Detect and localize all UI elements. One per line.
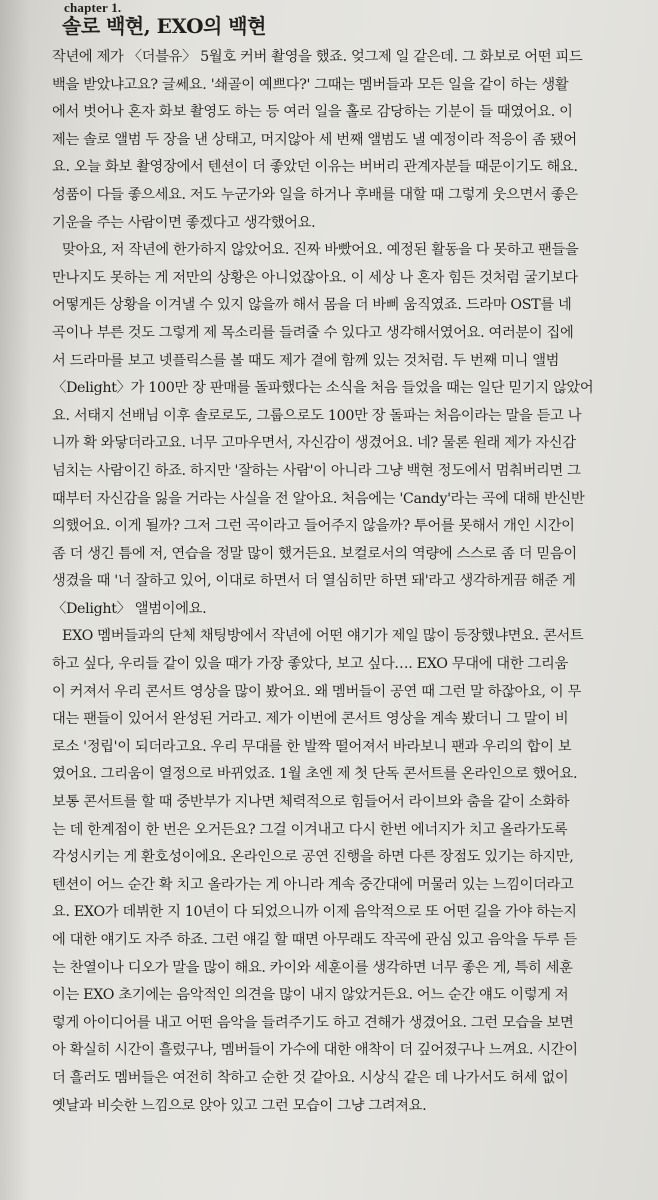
text-line: 요. 서태지 선배님 이후 솔로로도, 그룹으로도 100만 장 돌파는 처음이라는 말을 듣고 나 [52,407,582,424]
text-line: 제는 솔로 앨범 두 장을 낸 상태고, 머지않아 세 번째 앨범도 낼 예정이라 적응이 좀 됐어 [52,131,577,148]
text-line: EXO 멤버들과의 단체 채팅방에서 작년에 어떤 얘기가 제일 많이 등장했냐면요. 콘서트 [62,628,584,645]
text-line: 기운을 주는 사람이면 좋겠다고 생각했어요. [52,214,316,231]
text-line: 는 데 한계점이 한 번은 오거든요? 그걸 이겨내고 다시 한번 에너지가 치고 올라가도록 [52,821,568,838]
text-line: 맞아요, 저 작년에 한가하지 않았어요. 진짜 바빴어요. 예정된 활동을 다 못하고 팬들을 [62,242,579,259]
text-line: 에서 벗어나 혼자 화보 촬영도 하는 등 여러 일을 홀로 감당하는 기분이 들 때였어요. 이 [52,104,573,121]
text-line: 는 찬열이나 디오가 말을 많이 해요. 카이와 세훈이를 생각하면 너무 좋은 게, 특히 세훈 [52,959,573,976]
text-line: 때부터 자신감을 잃을 거라는 사실을 전 알아요. 처음에는 'Candy'라는 곡에 대해 반신반 [52,490,585,507]
text-line: 옛날과 비슷한 느낌으로 앉아 있고 그런 모습이 그냥 그려져요. [52,1097,427,1114]
text-line: 로소 '정립'이 되더라고요. 우리 무대를 한 발짝 떨어져서 바라보니 팬과 우리의 합이 보 [52,738,572,755]
article-body [52,44,652,1120]
text-line: 아 확실히 시간이 흘렀구나, 멤버들이 가수에 대한 애착이 더 깊어졌구나 느껴요. 시간이 [52,1042,578,1059]
text-line: 의했어요. 이게 될까? 그저 그런 곡이라고 들어주지 않을까? 투어를 못해서 개인 시간이 [52,518,575,535]
text-line: 이는 EXO 초기에는 음악적인 의견을 많이 내지 않았거든요. 어느 순간 얘도 이렇게 저 [52,987,569,1004]
text-line: 보통 콘서트를 할 때 중반부가 지나면 체력적으로 힘들어서 라이브와 춤을 같이 소화하 [52,794,570,811]
chapter-label: chapter 1. [64,0,122,15]
page-shadow [0,0,30,1200]
text-line: 백을 받았냐고요? 글쎄요. '쇄골이 예쁘다?' 그때는 멤버들과 모든 일을 같이 하는 생활 [52,76,569,93]
text-line: 작년에 제가 〈더블유〉 5월호 커버 촬영을 했죠. 엊그제 일 같은데. 그 화보로 어떤 피드 [52,49,583,65]
text-line: 였어요. 그리움이 열정으로 바뀌었죠. 1월 초엔 제 첫 단독 콘서트를 온라인으로 했어요. [52,766,578,783]
text-line: 좀 더 생긴 틈에 저, 연습을 정말 많이 했거든요. 보컬로서의 역량에 스스로 좀 더 믿음이 [52,545,577,562]
text-line: 성품이 다들 좋으세요. 저도 누군가와 일을 하거나 후배를 대할 때 그렇게 웃으면서 좋은 [52,186,578,203]
text-line: 대는 팬들이 있어서 완성된 거라고. 제가 이번에 콘서트 영상을 계속 봤더니 그 말이 비 [52,711,569,728]
text-line: 더 흘러도 멤버들은 여전히 착하고 순한 것 같아요. 시상식 같은 데 나가서도 허세 없이 [52,1069,569,1086]
article-title: 솔로 백현, EXO의 백현 [62,14,266,38]
text-line: 〈Delight〉가 100만 장 판매를 돌파했다는 소식을 처음 들었을 때는 일단 믿기지 않았어 [52,380,594,397]
text-line: 요. 오늘 화보 촬영장에서 텐션이 더 좋았던 이유는 버버리 관계자분들 때문이기도 해요. [52,159,578,176]
text-line: 서 드라마를 보고 넷플릭스를 볼 때도 제가 곁에 함께 있는 것처럼. 두 번째 미니 앨범 [52,352,560,369]
text-line: 〈Delight〉 앨범이에요. [52,600,207,617]
text-line: 곡이나 부른 것도 그렇게 제 목소리를 들려줄 수 있다고 생각해서였어요. 여러분이 집에 [52,324,574,341]
text-line: 하고 싶다, 우리들 같이 있을 때가 가장 좋았다, 보고 싶다…. EXO 무대에 대한 그리움 [52,656,568,673]
text-line: 넘치는 사람이긴 하죠. 하지만 '잘하는 사람'이 아니라 그냥 백현 정도에서 멈춰버리면 그 [52,462,581,479]
text-line: 어떻게든 상황을 이겨낼 수 있지 않을까 해서 몸을 더 바삐 움직였죠. 드라마 OST를 네 [52,297,572,314]
text-line: 렇게 아이디어를 내고 어떤 음악을 들려주기도 하고 견해가 생겼어요. 그런 모습을 보면 [52,1014,574,1031]
text-line: 만나지도 못하는 게 저만의 상황은 아니었잖아요. 이 세상 나 혼자 힘든 것처럼 굴기보다 [52,269,578,286]
text-line: 니까 확 와닿더라고요. 너무 고마우면서, 자신감이 생겼어요. 네? 물론 원래 제가 자신감 [52,435,576,452]
text-line: 이 커져서 우리 콘서트 영상을 많이 봤어요. 왜 멤버들이 공연 때 그런 말 하잖아요, 이 무 [52,683,581,700]
text-line: 각성시키는 게 환호성이에요. 온라인으로 공연 진행을 하면 다른 장점도 있기는 하지만, [52,849,574,866]
text-line: 에 대한 얘기도 자주 하죠. 그런 얘길 할 때면 아무래도 작곡에 관심 있고 음악을 두루 듣 [52,932,577,948]
text-line: 생겼을 때 '너 잘하고 있어, 이대로 하면서 더 열심히만 하면 돼'라고 생각하게끔 해준 게 [52,573,576,590]
text-line: 텐션이 어느 순간 확 치고 올라가는 게 아니라 계속 중간대에 머물러 있는 느낌이더라고 [52,876,574,893]
text-line: 요. EXO가 데뷔한 지 10년이 다 되었으니까 이제 음악적으로 또 어떤 길을 가야 하는지 [52,904,577,921]
